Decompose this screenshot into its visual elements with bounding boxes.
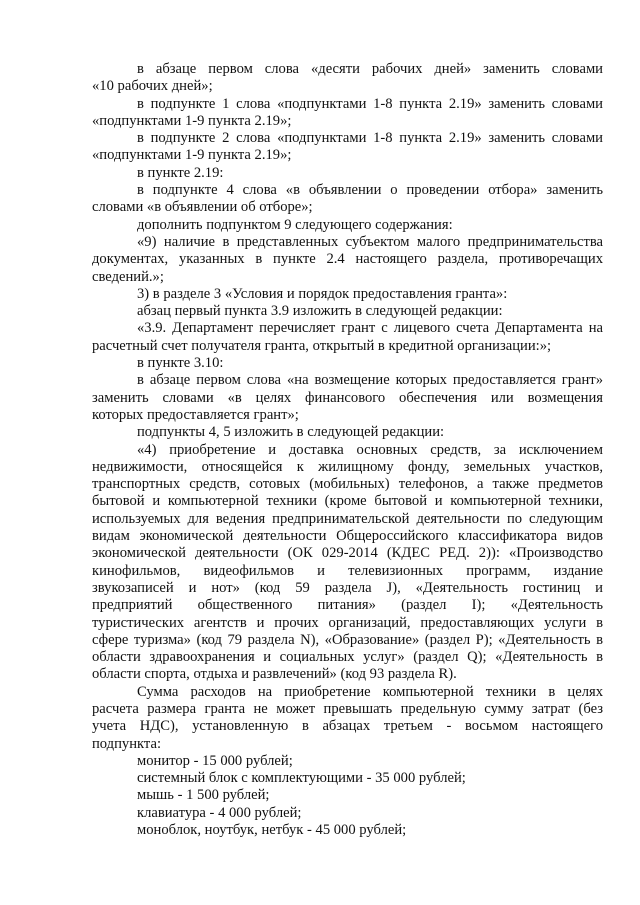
text-line: кинофильмов, видеофильмов и телевизионных программ, издание (92, 562, 603, 579)
text-line: расчетный счет получателя гранта, открытый в кредитной организации:»; (92, 337, 552, 354)
text-line: туристических агентств и прочих организаций, предоставляющих услуги в (92, 614, 603, 631)
paragraph (92, 286, 603, 303)
document-body (92, 61, 603, 839)
text-line: учета НДС), установленную в абзацах третьем - восьмом настоящего (92, 718, 603, 735)
text-line: дополнить подпунктом 9 следующего содержания: (137, 216, 453, 233)
text-line: документах, указанных в пункте 2.4 настоящего раздела, противоречащих (92, 251, 603, 268)
text-line: «9) наличие в представленных субъектом малого предпринимательства (137, 233, 603, 250)
text-line: в подпункте 4 слова «в объявлении о проведении отбора» заменить (137, 182, 603, 199)
text-line: абзац первый пункта 3.9 изложить в следующей редакции: (137, 303, 503, 320)
text-line: «10 рабочих дней»; (92, 78, 213, 95)
text-line: области спорта, отдыха и развлечений» (код 93 раздела R). (92, 666, 457, 683)
text-line: экономической деятельности (ОК 029-2014 (КДЕС РЕД. 2)): «Производство (92, 545, 603, 562)
text-line: словами «в объявлении об отборе»; (92, 199, 313, 216)
text-line: в подпункте 2 слова «подпунктами 1-8 пункта 2.19» заменить словами (137, 130, 603, 147)
text-line: «4) приобретение и доставка основных средств, за исключением (137, 441, 603, 458)
text-line: сведений.»; (92, 268, 164, 285)
text-line: Сумма расходов на приобретение компьютерной техники в целях (137, 683, 603, 700)
paragraph (92, 805, 603, 822)
paragraph (92, 787, 603, 804)
text-line: монитор - 15 000 рублей; (137, 752, 293, 769)
text-line: клавиатура - 4 000 рублей; (137, 804, 302, 821)
text-line: недвижимости, относящейся к жилищному фонду, земельных участков, (92, 458, 603, 475)
text-line: заменить словами «в целях финансового обеспечения или возмещения (92, 389, 603, 406)
text-line: «подпунктами 1-9 пункта 2.19»; (92, 147, 292, 164)
paragraph (92, 770, 603, 787)
paragraph (92, 822, 603, 839)
paragraph (92, 424, 603, 441)
text-line: которых предоставляется грант»; (92, 406, 299, 423)
paragraph (92, 165, 603, 182)
text-line: моноблок, ноутбук, нетбук - 45 000 рублей; (137, 822, 407, 839)
text-line: видам экономической деятельности Общероссийского классификатора видов (92, 528, 603, 545)
text-line: в абзаце первом слова «на возмещение которых предоставляется грант» (137, 372, 603, 389)
text-line: расчета размера гранта не может превышать предельную сумму затрат (без (92, 700, 603, 717)
paragraph (92, 182, 603, 217)
paragraph (92, 320, 603, 355)
text-line: области здравоохранения и социальных услуг» (раздел Q); «Деятельность в (92, 649, 603, 666)
text-line: сфере туризма» (код 79 раздела N), «Образование» (раздел P); «Деятельность в (92, 631, 603, 648)
paragraph (92, 753, 603, 770)
paragraph (92, 217, 603, 234)
paragraph (92, 442, 603, 684)
text-line: предприятий общественного питания» (раздел I); «Деятельность (92, 597, 603, 614)
text-line: мышь - 1 500 рублей; (137, 787, 270, 804)
text-line: подпункты 4, 5 изложить в следующей редакции: (137, 424, 445, 441)
text-line: 3) в разделе 3 «Условия и порядок предоставления гранта»: (137, 285, 508, 302)
paragraph (92, 684, 603, 753)
paragraph (92, 96, 603, 131)
paragraph (92, 372, 603, 424)
text-line: в пункте 2.19: (137, 164, 224, 181)
text-line: подпункта: (92, 735, 162, 752)
paragraph (92, 355, 603, 372)
paragraph (92, 234, 603, 286)
text-line: используемых для ведения предпринимательской деятельности по следующим (92, 510, 603, 527)
text-line: в абзаце первом слова «десяти рабочих дней» заменить словами (137, 61, 603, 77)
text-line: системный блок с комплектующими - 35 000 рублей; (137, 770, 466, 787)
paragraph (92, 61, 603, 96)
text-line: в подпункте 1 слова «подпунктами 1-8 пункта 2.19» заменить словами (137, 95, 603, 112)
text-line: бытовой и компьютерной техники (кроме бытовой и компьютерной техники, (92, 493, 603, 510)
text-line: «подпунктами 1-9 пункта 2.19»; (92, 112, 292, 129)
paragraph (92, 130, 603, 165)
text-line: «3.9. Департамент перечисляет грант с лицевого счета Департамента на (137, 320, 603, 337)
text-line: звукозаписей и нот» (код 59 раздела J), «Деятельность гостиниц и (92, 579, 603, 596)
paragraph (92, 303, 603, 320)
text-line: в пункте 3.10: (137, 355, 224, 372)
text-line: транспортных средств, сотовых (мобильных) телефонов, а также предметов (92, 476, 603, 493)
